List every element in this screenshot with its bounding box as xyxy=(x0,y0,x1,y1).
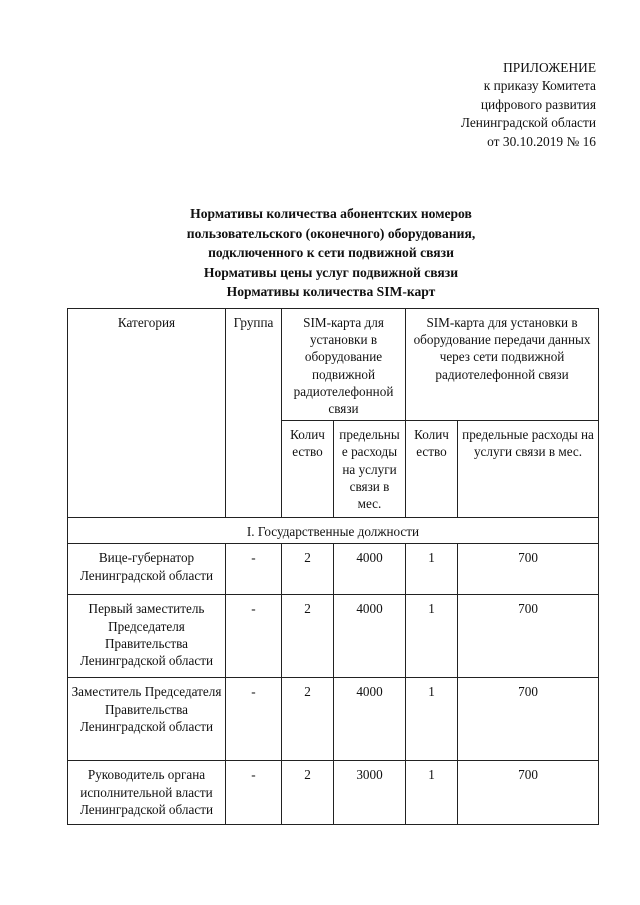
cell-quantity: 1 xyxy=(406,761,458,825)
cell-category: Первый заместитель Председателя Правительства Ленинградской области xyxy=(68,595,226,678)
table-row xyxy=(68,544,599,595)
annex-date-line: от 30.10.2019 № 16 xyxy=(487,133,596,149)
cell-quantity: 1 xyxy=(406,544,458,595)
section-row xyxy=(68,518,599,544)
annex-label: ПРИЛОЖЕНИЕ xyxy=(503,60,596,75)
table-row xyxy=(68,595,599,678)
title-line: Нормативы количества SIM-карт xyxy=(226,284,436,300)
section-title: I. Государственные должности xyxy=(68,518,599,544)
cell-category: Руководитель органа исполнительной власти Ленинградской области xyxy=(68,761,226,825)
cell-group: - xyxy=(226,761,282,825)
annex-region-line: Ленинградской области xyxy=(460,115,596,131)
cell-quantity: 2 xyxy=(282,544,334,595)
header-category: Категория xyxy=(68,309,226,518)
table-header-row xyxy=(68,309,599,421)
cell-spending-limit: 700 xyxy=(458,595,599,678)
annex-order-line: к приказу Комитета xyxy=(483,78,596,94)
cell-category: Заместитель Председателя Правительства Ленинградской области xyxy=(68,678,226,761)
header-sim-install: SIM-карта для установки в оборудование подвижной радиотелефонной связи xyxy=(282,309,406,421)
cell-group: - xyxy=(226,544,282,595)
cell-quantity: 2 xyxy=(282,595,334,678)
cell-quantity: 2 xyxy=(282,761,334,825)
header-quantity: Колич ество xyxy=(406,421,458,518)
cell-spending-limit: 4000 xyxy=(334,678,406,761)
cell-quantity: 2 xyxy=(282,678,334,761)
norms-table xyxy=(67,308,599,825)
cell-spending-limit: 4000 xyxy=(334,544,406,595)
table-row xyxy=(68,761,599,825)
header-spending-limit: предельны е расходы на услуги связи в мес. xyxy=(334,421,406,518)
cell-spending-limit: 700 xyxy=(458,678,599,761)
cell-spending-limit: 700 xyxy=(458,544,599,595)
cell-group: - xyxy=(226,595,282,678)
cell-spending-limit: 4000 xyxy=(334,595,406,678)
cell-group: - xyxy=(226,678,282,761)
table-row xyxy=(68,678,599,761)
cell-spending-limit: 700 xyxy=(458,761,599,825)
annex-committee-line: цифрового развития xyxy=(480,96,596,112)
header-quantity: Колич ество xyxy=(282,421,334,518)
title-line: Нормативы цены услуг подвижной связи xyxy=(203,264,459,280)
header-sim-data: SIM-карта для установки в оборудование передачи данных через сети подвижной радиотелефонной связи xyxy=(406,309,599,421)
header-spending-limit: предельные расходы на услуги связи в мес. xyxy=(458,421,599,518)
annex-header xyxy=(461,59,596,151)
cell-spending-limit: 3000 xyxy=(334,761,406,825)
cell-quantity: 1 xyxy=(406,595,458,678)
title-line: подключенного к сети подвижной связи xyxy=(208,245,454,261)
title-line: пользовательского (оконечного) оборудования, xyxy=(186,225,476,241)
cell-quantity: 1 xyxy=(406,678,458,761)
header-group: Группа xyxy=(226,309,282,518)
cell-category: Вице-губернатор Ленинградской области xyxy=(68,544,226,595)
title-line: Нормативы количества абонентских номеров xyxy=(190,206,472,221)
document-title xyxy=(0,204,640,302)
